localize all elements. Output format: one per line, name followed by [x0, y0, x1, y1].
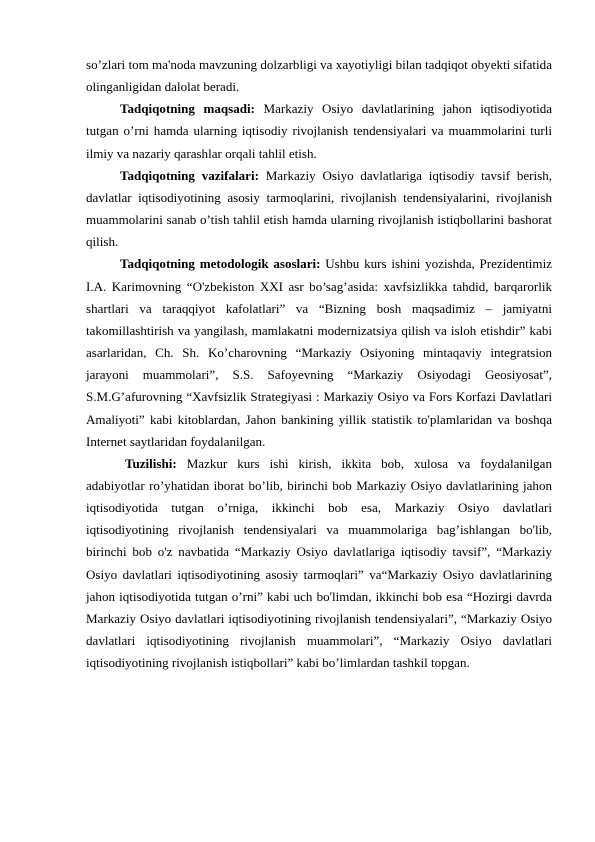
paragraph-text: Markaziy Osiyo davlatlariga iqtisodiy tavsif berish, davlatlar iqtisodiyotining asosiy tarmoqlarini, rivojlanish tendensiyalarini, rivojlanish muammolarini sanab o’tish tahlil etish hamda ularning rivojlanish istiqbollarini bashorat qilish.	[86, 167, 552, 250]
paragraph-label: Tuzilishi:	[125, 455, 177, 471]
paragraph-text: Mazkur kurs ishi kirish, ikkita bob, xulosa va foydalanilgan adabiyotlar ro’yhatidan iborat bo’lib, birinchi bob Markaziy Osiyo davlatlarining jahon iqtisodiyotida tutgan o’rniga, ikkinchi bob esa, Markaziy Osiyo davlatlari iqtisodiyotining rivojlanish tendensiyalari va muammolariga bag’ishlangan bo'lib, birinchi bob o'z navbatida “Markaziy Osiyo davlatlariga iqtisodiy tavsif”, “Markaziy Osiyo davlatlari iqtisodiyotining asosiy tarmoqlari” va“Markaziy Osiyo davlatlarining jahon iqtisodiyotida tutgan o’rni” kabi uch bo'limdan, ikkinchi bob esa “Hozirgi davrda Markaziy Osiyo davlatlari iqtisodiyotining rivojlanish tendensiyalari”, “Markaziy Osiyo davlatlari iqtisodiyotining rivojlanish muammolari”, “Markaziy Osiyo davlatlari iqtisodiyotining rivojlanish istiqbollari” kabi bo’limlardan tashkil topgan.	[86, 455, 552, 671]
paragraph-research-tasks	[86, 165, 552, 254]
paragraph-label: Tadqiqotning metodologik asoslari:	[120, 256, 321, 272]
paragraph-text: Ushbu kurs ishini yozishda, Prezidentimiz I.A. Karimovning “O'zbekiston XXI asr bo’sag’asida: xavfsizlikka tahdid, barqarorlik shartlari va taraqqiyot kafolatlari” va “Bizning bosh maqsadimiz – jamiyatni takomillashtirish va yangilash, mamlakatni modernizatsiya qilish va isloh etishdir” kabi asarlaridan, Ch. Sh. Ko’charovning “Markaziy Osiyoning mintaqaviy integratsion jarayoni muammolari”, S.S. Safoyevning “Markaziy Osiyodagi Geosiyosat”, S.M.G’afurovning “Xavfsizlik Strategiyasi : Markaziy Osiyo va Fors Korfazi Davlatlari Amaliyoti” kabi kitoblardan, Jahon bankining yillik statistik to'plamlaridan va boshqa Internet saytlaridan foydalanilgan.	[86, 256, 552, 449]
paragraph-text: so’zlari tom ma'noda mavzuning dolzarbligi va xayotiyligi bilan tadqiqot obyekti sifatida olinganligidan dalolat beradi.	[86, 57, 552, 95]
paragraph-continuation	[86, 54, 552, 98]
document-page	[86, 54, 552, 674]
paragraph-research-aim	[86, 98, 552, 164]
paragraph-methodology	[86, 253, 552, 452]
paragraph-label: Tadqiqotning vazifalari:	[120, 167, 259, 183]
paragraph-text: Markaziy Osiyo davlatlarining jahon iqtisodiyotida tutgan o’rni hamda ularning iqtisodiy rivojlanish tendensiyalari va muammolarini turli ilmiy va nazariy qarashlar orqali tahlil etish.	[86, 101, 553, 161]
paragraph-label: Tadqiqotning maqsadi:	[120, 101, 255, 117]
paragraph-structure	[86, 453, 552, 675]
